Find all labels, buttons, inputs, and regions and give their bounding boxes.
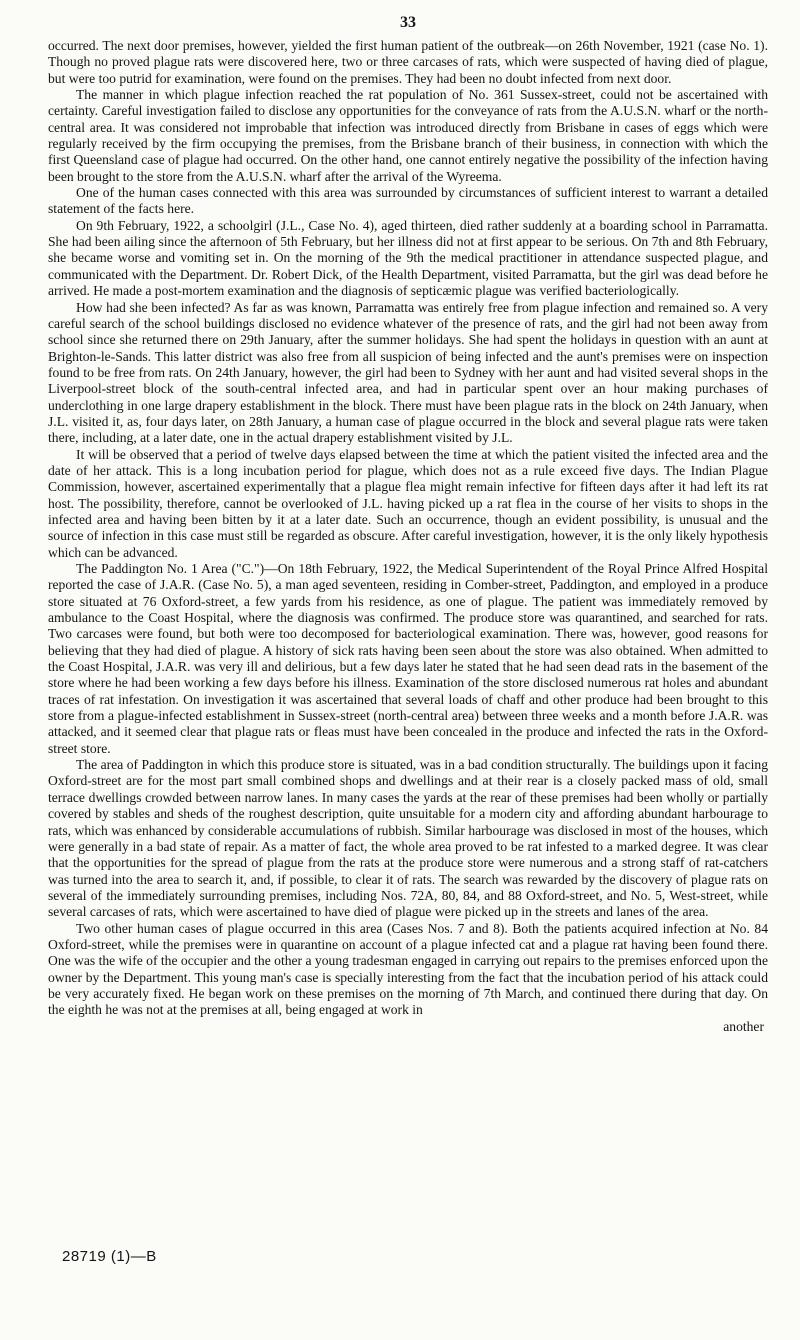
- page-number: 33: [400, 14, 416, 31]
- document-page: [48, 14, 768, 1035]
- continuation-word: another: [723, 1018, 764, 1034]
- paragraph: On 9th February, 1922, a schoolgirl (J.L., Case No. 4), aged thirteen, died rather suddenly at a boarding school in Parramatta. She had been ailing since the afternoon of 5th February, but her illness did not at first appear to be serious. On 7th and 8th February, she became worse and vomiting set in. On the morning of the 9th the medical practitioner in attendance suspected plague, and communicated with the Department. Dr. Robert Dick, of the Health Department, visited Parramatta, but the girl was dead before he arrived. He made a post-mortem examination and the diagnosis of septicæmic plague was verified bacteriologically.: [48, 217, 768, 299]
- paragraph: It will be observed that a period of twelve days elapsed between the time at which the patient visited the infected area and the date of her attack. This is a long incubation period for plague, which does not as a rule exceed five days. The Indian Plague Commission, however, ascertained experimentally that a plague flea might remain infective for fifteen days after it had left its rat host. The possibility, therefore, cannot be overlooked of J.L. having picked up a rat flea in the course of her visits to shops in the infected area and having been bitten by it at a later date. Such an occurrence, though an evident possibility, is unusual and the source of infection in this case must still be regarded as obscure. After careful investigation, however, it is the only likely hypothesis which can be advanced.: [48, 446, 768, 560]
- paragraph: The area of Paddington in which this produce store is situated, was in a bad condition structurally. The buildings upon it facing Oxford-street are for the most part small combined shops and dwellings and at their rear is a closely packed mass of old, small terrace dwellings crowded between narrow lanes. In many cases the yards at the rear of these premises had been wholly or partially covered by stables and sheds of the roughest description, quite unsuitable for a modern city and affording abundant harbourage to rats, which was enhanced by considerable accumulations of rubbish. Similar harbourage was disclosed in most of the houses, which were generally in a bad state of repair. As a matter of fact, the whole area proved to be rat infested to a marked degree. It was clear that the opportunities for the spread of plague from the rats at the produce store were numerous and a strong staff of rat-catchers was turned into the area to search it, and, if possible, to clear it of rats. The search was rewarded by the discovery of plague rats on several of the immediately surrounding premises, including Nos. 72A, 80, 84, and 88 Oxford-street, and No. 5, West-street, while several carcases of rats, which were ascertained to have died of plague were picked up in the streets and lanes of the area.: [48, 757, 768, 920]
- footer-print-code: 28719 (1)—B: [62, 1248, 157, 1265]
- paragraph: occurred. The next door premises, however, yielded the first human patient of the outbreak—on 26th November, 1921 (case No. 1). Though no proved plague rats were discovered here, two or three carcases of rats, which were suspected of having died of plague, but were too putrid for examination, were found on the premises. They had been no doubt infected from next door.: [48, 38, 768, 86]
- paragraph: The manner in which plague infection reached the rat population of No. 361 Sussex-street, could not be ascertained with certainty. Careful investigation failed to disclose any opportunities for the conveyance of rats from the A.U.S.N. wharf or the north-central area. It was considered not improbable that infection was introduced directly from Brisbane in cases of eggs which were regularly received by the firm occupying the premises, from the Brisbane branch of their business, in connection with which the first Queensland case of plague had occurred. On the other hand, one cannot entirely negative the possibility of the infection having been brought to the store from the A.U.S.N. wharf after the arrival of the Wyreema.: [48, 87, 768, 184]
- paragraph: How had she been infected? As far as was known, Parramatta was entirely free from plague infection and remained so. A very careful search of the school buildings disclosed no evidence whatever of the presence of rats, and the girl had not been away from school since she returned there on 29th January, after the summer holidays. She had spent the holidays in question with an aunt at Brighton-le-Sands. This latter district was also free from all suspicion of being infected and the aunt's premises were on inspection found to be free from rats. On 24th January, however, the girl had been to Sydney with her aunt and had visited several shops in the Liverpool-street block of the south-central infected area, and had in particular spent over an hour making purchases of underclothing in one large drapery establishment in the block. There must have been plague rats in the block on 24th January, when J.L. visited it, as, four days later, on 28th January, a human case of plague occurred in the block and several plague rats were taken there, including, at a later date, one in the actual drapery establishment visited by J.L.: [48, 299, 768, 446]
- paragraph: The Paddington No. 1 Area ("C.")—On 18th February, 1922, the Medical Superintendent of the Royal Prince Alfred Hospital reported the case of J.A.R. (Case No. 5), a man aged seventeen, residing in Comber-street, Paddington, and employed in a produce store situated at 76 Oxford-street, a few yards from his residence, as one of plague. The patient was immediately removed by ambulance to the Coast Hospital, where the diagnosis was confirmed. The produce store was quarantined, and searched for rats. Two carcases were found, but both were too decomposed for bacteriological examination. There was, however, good reasons for believing that they had died of plague. A history of sick rats having been seen about the store was also obtained. When admitted to the Coast Hospital, J.A.R. was very ill and delirious, but a few days later he stated that he had seen dead rats in the basement of the store where he had been working a few days before his illness. Examination of the store disclosed numerous rat holes and abundant traces of rat infestation. On investigation it was ascertained that several loads of chaff and other produce had been brought to this store from a plague-infected establishment in Sussex-street (north-central area) between three weeks and a month before J.A.R. was attacked, and it seemed clear that plague rats or fleas must have been concealed in the produce and infected the rats in the Oxford-street store.: [48, 561, 768, 756]
- paragraph: Two other human cases of plague occurred in this area (Cases Nos. 7 and 8). Both the patients acquired infection at No. 84 Oxford-street, while the premises were in quarantine on account of a plague infected cat and a plague rat having been found there. One was the wife of the occupier and the other a young tradesman engaged in carrying out repairs to the premises enforced upon the owner by the Department. This young man's case is specially interesting from the fact that the incubation period of his attack could be very accurately fixed. He began work on these premises on the morning of 7th March, and continued there during that day. On the eighth he was not at the premises at all, being engaged at work in: [48, 920, 768, 1018]
- paragraph: One of the human cases connected with this area was surrounded by circumstances of sufficient interest to warrant a detailed statement of the facts here.: [48, 185, 768, 217]
